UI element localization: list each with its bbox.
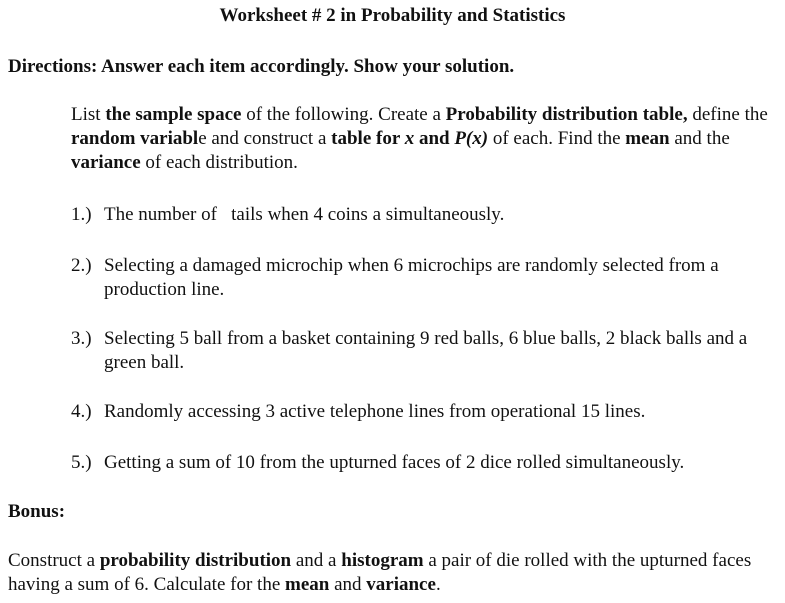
list-item — [71, 451, 785, 475]
item-number: 4.) — [71, 401, 92, 422]
intro-bold-px: P(x) — [454, 128, 489, 149]
intro-text-2: of the following. Create a — [241, 104, 446, 125]
intro-text-1: List — [71, 104, 106, 125]
bonus-bold-mean: mean — [285, 574, 330, 595]
instructions-paragraph — [71, 103, 783, 175]
bonus-bold-histogram: histogram — [341, 550, 424, 571]
bonus-text-5: . — [435, 574, 441, 595]
intro-text-4: e and construct a — [198, 128, 332, 149]
item-number: 1.) — [71, 204, 92, 225]
item-number: 5.) — [71, 452, 92, 473]
item-text: Selecting a damaged microchip when 6 microchips are randomly selected from a production line. — [104, 255, 719, 300]
worksheet-title: Worksheet # 2 in Probability and Statistics — [219, 5, 566, 26]
item-number: 3.) — [71, 328, 92, 349]
item-text: Selecting 5 ball from a basket containing 9 red balls, 6 blue balls, 2 black balls and a green ball. — [104, 328, 748, 373]
intro-bold-sample-space: the sample space — [105, 104, 242, 125]
intro-text-6: and the — [669, 128, 730, 149]
item-text: The number of tails when 4 coins a simultaneously. — [104, 204, 505, 225]
directions-heading: Directions: Answer each item accordingly. Show your solution. — [8, 56, 515, 77]
bonus-text-3: a pair of die rolled with the upturned faces having a sum of 6. Calculate for the — [8, 550, 752, 595]
intro-bold-mean: mean — [625, 128, 670, 149]
intro-text-5: of each. Find the — [488, 128, 626, 149]
bonus-text-1: Construct a — [8, 550, 100, 571]
list-item — [71, 327, 785, 375]
bonus-bold-variance: variance — [366, 574, 436, 595]
item-text: Randomly accessing 3 active telephone lines from operational 15 lines. — [104, 401, 646, 422]
intro-bold-random-variable: random variabl — [71, 128, 199, 149]
bonus-paragraph — [8, 549, 778, 597]
item-text: Getting a sum of 10 from the upturned faces of 2 dice rolled simultaneously. — [104, 452, 685, 473]
bonus-bold-probability-distribution: probability distribution — [99, 550, 292, 571]
intro-bold-variance: variance — [71, 152, 141, 173]
intro-bold-table-for: table for — [331, 128, 405, 149]
intro-bold-x: x — [404, 128, 415, 149]
intro-bold-and: and — [414, 128, 455, 149]
bonus-text-4: and — [329, 574, 367, 595]
list-item — [71, 254, 785, 302]
bonus-heading: Bonus: — [8, 501, 66, 522]
list-item — [71, 203, 785, 227]
intro-text-7: of each distribution. — [140, 152, 298, 173]
list-item — [71, 400, 785, 424]
intro-bold-distribution-table: Probability distribution table, — [445, 104, 688, 125]
intro-text-3: define the — [687, 104, 768, 125]
item-number: 2.) — [71, 255, 92, 276]
bonus-text-2: and a — [291, 550, 342, 571]
